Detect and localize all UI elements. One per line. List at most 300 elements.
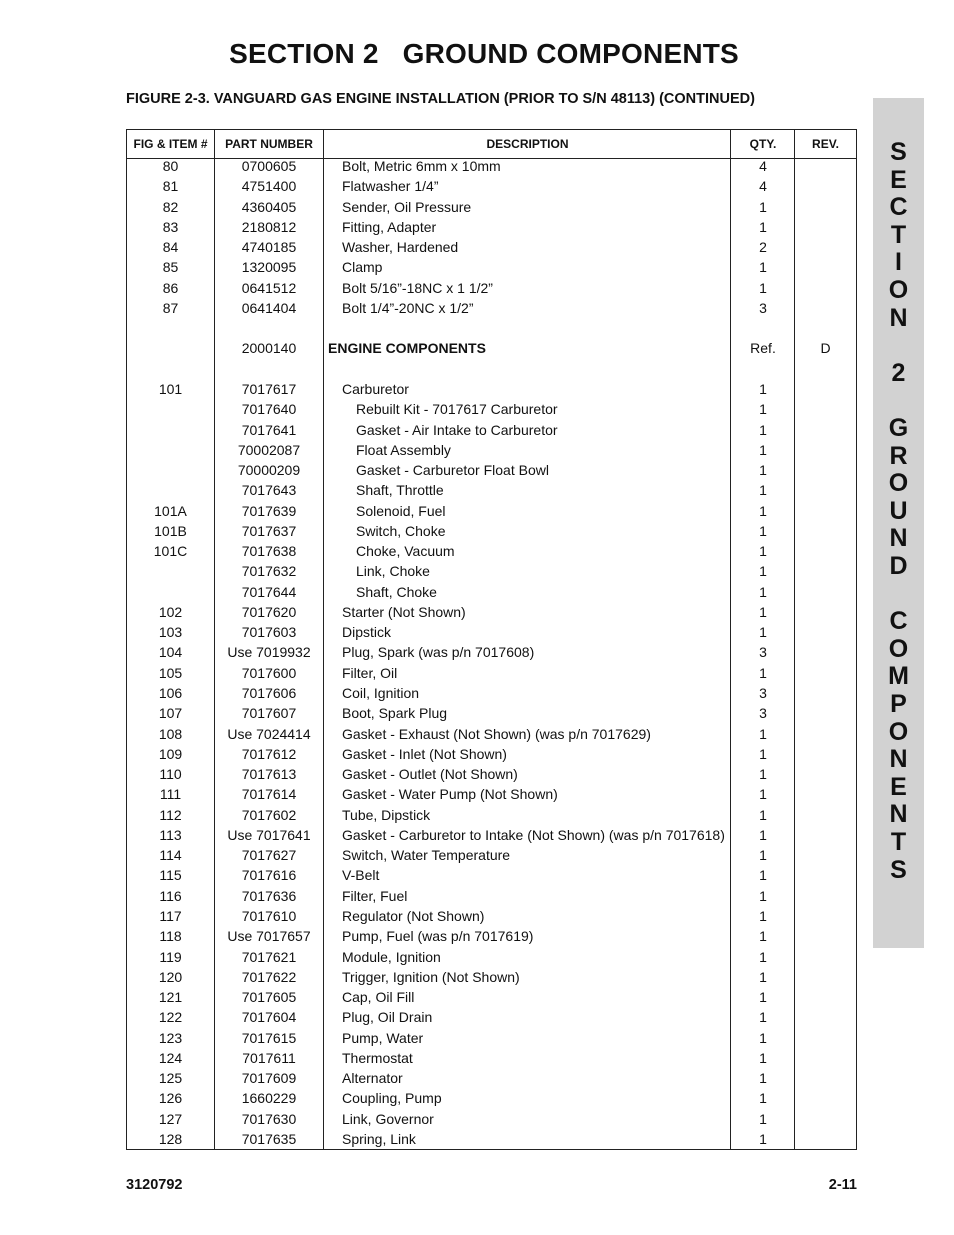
header-part-number: PART NUMBER [225, 137, 313, 151]
rev-cell [795, 602, 856, 622]
rev-cell [795, 561, 856, 581]
description-cell: Carburetor [342, 380, 409, 397]
table-row [127, 460, 856, 480]
table-row [127, 237, 856, 257]
fig-item-cell [127, 460, 214, 480]
rev-cell [795, 1028, 856, 1048]
side-tab-letter: N [889, 800, 908, 829]
part-number-cell: Use 7017657 [227, 928, 311, 945]
part-number-cell: Use 7024414 [227, 725, 311, 742]
qty-cell: 3 [759, 685, 767, 702]
qty-cell: 1 [759, 198, 767, 215]
table-row [127, 1028, 856, 1048]
part-number-cell: 7017635 [241, 1130, 297, 1147]
table-header [127, 130, 856, 159]
part-number-cell: 7017644 [241, 583, 297, 600]
fig-item-cell: 109 [158, 745, 183, 762]
header-rev: REV. [812, 137, 839, 151]
fig-item-cell [127, 561, 214, 581]
fig-item-cell: 107 [158, 705, 183, 722]
table-row [127, 1129, 856, 1149]
part-number-cell: 7017622 [241, 968, 297, 985]
qty-cell: 1 [759, 441, 767, 458]
description-cell: Dipstick [342, 624, 392, 641]
qty-cell: 1 [759, 887, 767, 904]
part-number-cell: 7017621 [241, 948, 297, 965]
side-tab-letter: E [890, 165, 907, 194]
table-row [127, 947, 856, 967]
table-row [127, 298, 856, 318]
description-cell: Coil, Ignition [342, 685, 420, 702]
qty-cell: 1 [759, 766, 767, 783]
rev-cell [795, 217, 856, 237]
section-side-tab [873, 98, 924, 948]
side-tab-letter: D [889, 552, 908, 580]
part-number-cell: 1320095 [241, 259, 297, 276]
description-cell: Tube, Dipstick [342, 806, 431, 823]
fig-item-cell: 84 [162, 239, 179, 256]
side-tab-letter: N [889, 303, 908, 332]
part-number-cell: Use 7019932 [227, 644, 311, 661]
rev-cell [795, 764, 856, 784]
part-number-cell: 7017610 [241, 907, 297, 924]
table-row [127, 825, 856, 845]
rev-cell [795, 724, 856, 744]
rev-cell [795, 805, 856, 825]
description-cell: Gasket - Water Pump (Not Shown) [342, 786, 558, 803]
qty-cell: 1 [759, 543, 767, 560]
description-cell: Float Assembly [356, 441, 451, 458]
part-number-cell: 7017617 [241, 380, 297, 397]
qty-cell: 1 [759, 522, 767, 539]
rev-cell [795, 460, 856, 480]
table-row [127, 886, 856, 906]
rev-cell [795, 906, 856, 926]
side-tab-letter: O [888, 469, 909, 498]
part-number-cell: 7017603 [241, 624, 297, 641]
table-row [127, 967, 856, 987]
side-tab-letter: S [890, 855, 907, 884]
table-row [127, 1048, 856, 1068]
side-tab-letter: U [889, 496, 908, 525]
table-row [127, 865, 856, 885]
description-cell: Plug, Spark (was p/n 7017608) [342, 644, 535, 661]
qty-cell: 1 [759, 664, 767, 681]
part-number-cell: 7017641 [241, 421, 297, 438]
table-row [127, 176, 856, 196]
part-number-cell: 7017613 [241, 766, 297, 783]
fig-item-cell: 108 [158, 725, 183, 742]
fig-item-cell [127, 399, 214, 419]
description-cell: Thermostat [342, 1049, 413, 1066]
qty-cell: 1 [759, 907, 767, 924]
part-number-cell: 7017630 [241, 1110, 297, 1127]
table-row [127, 338, 856, 358]
fig-item-cell: 110 [159, 766, 182, 783]
rev-cell [795, 1048, 856, 1068]
part-number-cell: 2000140 [241, 340, 297, 357]
qty-cell: 1 [759, 421, 767, 438]
part-number-cell: 0641404 [241, 299, 297, 316]
rev-cell [795, 541, 856, 561]
table-row [127, 1068, 856, 1088]
figure-title: FIGURE 2-3. VANGUARD GAS ENGINE INSTALLATION (PRIOR TO S/N 48113) (CONTINUED) [126, 91, 755, 107]
description-cell: Pump, Water [342, 1029, 424, 1046]
qty-cell: 1 [759, 928, 767, 945]
part-number-cell: 4360405 [241, 198, 297, 215]
qty-cell: 1 [759, 1009, 767, 1026]
table-row [127, 987, 856, 1007]
fig-item-cell: 83 [162, 218, 179, 235]
description-cell: Module, Ignition [342, 948, 441, 965]
header-fig-item: FIG & ITEM # [133, 137, 208, 151]
fig-item-cell: 82 [162, 198, 179, 215]
part-number-cell: 7017620 [241, 603, 297, 620]
table-row [127, 663, 856, 683]
side-tab-letter: T [890, 220, 907, 249]
description-cell: Trigger, Ignition (Not Shown) [342, 968, 520, 985]
qty-cell: 1 [759, 401, 767, 418]
fig-item-cell: 101 [158, 380, 183, 397]
fig-item-cell [127, 318, 214, 338]
rev-cell [795, 886, 856, 906]
fig-item-cell: 117 [159, 907, 182, 924]
rev-cell [795, 298, 856, 318]
part-number-cell: 7017627 [241, 847, 297, 864]
side-tab-letter: E [890, 772, 907, 801]
part-number-cell: 0700605 [241, 158, 297, 174]
table-row [127, 420, 856, 440]
header-description: DESCRIPTION [486, 137, 569, 151]
part-number-cell: 7017636 [241, 887, 297, 904]
side-tab-letter: C [889, 193, 908, 222]
part-number-cell: 7017614 [241, 786, 297, 803]
part-number-cell: 0641512 [241, 279, 297, 296]
description-cell: Shaft, Throttle [356, 482, 444, 499]
fig-item-cell: 119 [159, 948, 182, 965]
table-row [127, 642, 856, 662]
table-row [127, 906, 856, 926]
description-cell: Shaft, Choke [356, 583, 437, 600]
description-cell: Spring, Link [342, 1130, 416, 1147]
table-row [127, 197, 856, 217]
page-number: 2-11 [828, 1177, 857, 1193]
qty-cell: 1 [759, 806, 767, 823]
rev-cell [795, 359, 856, 379]
description-cell: Cap, Oil Fill [342, 989, 415, 1006]
description-cell: Gasket - Air Intake to Carburetor [356, 421, 558, 438]
qty-cell: 1 [759, 1110, 767, 1127]
table-row [127, 278, 856, 298]
fig-item-cell: 114 [159, 847, 182, 864]
rev-cell [795, 237, 856, 257]
fig-item-cell: 121 [158, 989, 183, 1006]
description-cell: Choke, Vacuum [356, 543, 455, 560]
part-number-cell: 7017615 [241, 1029, 297, 1046]
table-row [127, 582, 856, 602]
qty-cell: 1 [759, 1070, 767, 1087]
table-row [127, 399, 856, 419]
qty-cell: 1 [759, 1029, 767, 1046]
qty-cell: Ref. [750, 340, 776, 357]
rev-cell [795, 825, 856, 845]
side-tab-letter: C [889, 607, 908, 636]
fig-item-cell: 116 [159, 887, 182, 904]
table-row [127, 784, 856, 804]
qty-cell: 4 [759, 178, 767, 195]
part-number-cell: 7017605 [241, 989, 297, 1006]
part-number-cell: 4740185 [241, 239, 297, 256]
part-number-cell: 2180812 [241, 218, 297, 235]
rev-cell [795, 1129, 856, 1149]
description-cell: Filter, Fuel [342, 887, 408, 904]
table-row [127, 217, 856, 237]
fig-item-cell: 101A [154, 502, 187, 519]
qty-cell: 1 [759, 1090, 767, 1107]
table-row [127, 359, 856, 379]
fig-item-cell: 85 [162, 259, 179, 276]
part-number-cell: Use 7017641 [227, 826, 311, 843]
qty-cell: 1 [759, 725, 767, 742]
rev-cell [795, 257, 856, 277]
description-cell: Filter, Oil [342, 664, 398, 681]
description-cell: Alternator [342, 1070, 403, 1087]
qty-cell: 3 [759, 299, 767, 316]
rev-cell [795, 197, 856, 217]
table-row [127, 602, 856, 622]
fig-item-cell: 106 [158, 685, 183, 702]
rev-cell [795, 703, 856, 723]
fig-item-cell: 125 [158, 1070, 183, 1087]
description-cell: Solenoid, Fuel [356, 502, 446, 519]
rev-cell [795, 967, 856, 987]
description-cell: Coupling, Pump [342, 1090, 442, 1107]
description-cell: Link, Choke [356, 563, 430, 580]
qty-cell: 1 [759, 989, 767, 1006]
qty-cell: 1 [759, 218, 767, 235]
fig-item-cell: 128 [158, 1130, 183, 1147]
qty-cell: 3 [759, 644, 767, 661]
rev-cell [795, 642, 856, 662]
part-number-cell: 70000209 [237, 462, 301, 479]
description-cell: Bolt, Metric 6mm x 10mm [342, 158, 501, 174]
fig-item-cell: 115 [159, 867, 182, 884]
side-tab-letter: N [889, 524, 908, 553]
qty-cell: 1 [759, 259, 767, 276]
side-tab-letter: R [889, 441, 908, 470]
qty-cell: 1 [759, 462, 767, 479]
part-number-cell: 7017632 [241, 563, 297, 580]
table-row [127, 561, 856, 581]
qty-cell: 1 [759, 867, 767, 884]
rev-cell [795, 744, 856, 764]
fig-item-cell: 86 [162, 279, 179, 296]
fig-item-cell: 104 [158, 644, 183, 661]
side-tab-letter: O [888, 276, 909, 304]
description-cell: Fitting, Adapter [342, 218, 437, 235]
description-cell: Gasket - Outlet (Not Shown) [342, 766, 518, 783]
qty-cell: 1 [759, 786, 767, 803]
side-tab-letter: P [890, 690, 907, 718]
rev-cell [795, 278, 856, 298]
rev-cell [795, 399, 856, 419]
rev-cell [795, 440, 856, 460]
fig-item-cell: 123 [158, 1029, 183, 1046]
table-row [127, 724, 856, 744]
description-cell: Link, Governor [342, 1110, 434, 1127]
fig-item-cell [127, 359, 214, 379]
fig-item-cell: 111 [159, 786, 182, 803]
side-tab-letter: S [890, 138, 907, 166]
part-number-cell: 7017600 [241, 664, 297, 681]
side-tab-letter: M [888, 662, 909, 691]
table-row [127, 521, 856, 541]
qty-cell: 1 [759, 563, 767, 580]
document-number: 3120792 [126, 1177, 183, 1193]
fig-item-cell: 122 [158, 1009, 183, 1026]
part-number-cell: 4751400 [241, 178, 297, 195]
fig-item-cell [127, 338, 214, 358]
description-cell: Clamp [342, 259, 383, 276]
rev-cell [795, 1088, 856, 1108]
qty-cell: 1 [759, 279, 767, 296]
part-number-cell: 7017606 [241, 685, 297, 702]
fig-item-cell: 87 [162, 299, 179, 316]
rev-cell [795, 865, 856, 885]
qty-cell: 1 [759, 603, 767, 620]
qty-cell: 4 [759, 158, 767, 174]
description-cell: Bolt 1/4”-20NC x 1/2” [342, 299, 474, 316]
part-number-cell: 1660229 [241, 1090, 297, 1107]
part-number-cell [215, 318, 323, 338]
fig-item-cell: 126 [158, 1090, 183, 1107]
table-row [127, 805, 856, 825]
side-tab-letter: 2 [891, 358, 906, 387]
qty-cell: 2 [759, 239, 767, 256]
table-row [127, 703, 856, 723]
part-number-cell: 70002087 [237, 441, 301, 458]
description-cell [324, 359, 731, 379]
rev-cell [795, 926, 856, 946]
fig-item-cell: 124 [158, 1049, 183, 1066]
qty-cell: 1 [759, 745, 767, 762]
table-row [127, 926, 856, 946]
side-tab-letter: N [889, 745, 908, 774]
description-cell: Boot, Spark Plug [342, 705, 448, 722]
side-tab-letter: O [888, 634, 909, 663]
side-tab-letter: O [888, 717, 909, 746]
part-number-cell: 7017616 [241, 867, 297, 884]
qty-cell: 1 [759, 1049, 767, 1066]
fig-item-cell: 120 [158, 968, 183, 985]
side-tab-letter: I [895, 248, 902, 277]
part-number-cell: 7017640 [241, 401, 297, 418]
rev-cell [795, 420, 856, 440]
rev-cell [795, 176, 856, 196]
table-row [127, 845, 856, 865]
description-cell: Bolt 5/16”-18NC x 1 1/2” [342, 279, 493, 296]
description-cell: Regulator (Not Shown) [342, 907, 485, 924]
rev-cell [795, 1007, 856, 1027]
table-row [127, 744, 856, 764]
side-tab-letter: G [888, 414, 909, 442]
fig-item-cell [127, 582, 214, 602]
qty-cell [731, 318, 795, 338]
table-row [127, 480, 856, 500]
description-cell: Rebuilt Kit - 7017617 Carburetor [356, 401, 558, 418]
part-number-cell: 7017643 [241, 482, 297, 499]
fig-item-cell: 81 [162, 178, 179, 195]
rev-cell [795, 784, 856, 804]
description-cell: Gasket - Carburetor Float Bowl [356, 462, 549, 479]
description-cell: Switch, Water Temperature [342, 847, 511, 864]
fig-item-cell [127, 440, 214, 460]
qty-cell: 1 [759, 502, 767, 519]
table-row [127, 1088, 856, 1108]
rev-cell [795, 845, 856, 865]
rev-cell [795, 582, 856, 602]
description-cell: V-Belt [342, 867, 380, 884]
rev-cell [795, 683, 856, 703]
part-number-cell: 7017607 [241, 705, 297, 722]
table-row [127, 622, 856, 642]
part-number-cell: 7017612 [241, 745, 297, 762]
part-number-cell: 7017609 [241, 1070, 297, 1087]
rev-cell [795, 987, 856, 1007]
rev-cell [795, 379, 856, 399]
rev-cell [795, 501, 856, 521]
qty-cell [731, 359, 795, 379]
table-row [127, 1007, 856, 1027]
qty-cell: 1 [759, 948, 767, 965]
qty-cell: 1 [759, 847, 767, 864]
fig-item-cell: 101B [154, 522, 187, 539]
fig-item-cell: 105 [158, 664, 183, 681]
fig-item-cell [127, 420, 214, 440]
table-row [127, 501, 856, 521]
fig-item-cell: 118 [159, 928, 182, 945]
table-row [127, 318, 856, 338]
fig-item-cell: 113 [159, 826, 182, 843]
rev-cell [795, 663, 856, 683]
description-cell: Flatwasher 1/4” [342, 178, 439, 195]
rev-cell [795, 1068, 856, 1088]
rev-cell [795, 521, 856, 541]
description-cell: ENGINE COMPONENTS [328, 340, 486, 357]
qty-cell: 1 [759, 826, 767, 843]
qty-cell: 1 [759, 968, 767, 985]
qty-cell: 1 [759, 380, 767, 397]
description-cell: Switch, Choke [356, 522, 446, 539]
table-row [127, 156, 856, 176]
part-number-cell: 7017639 [241, 502, 297, 519]
fig-item-cell: 103 [158, 624, 183, 641]
fig-item-cell [127, 480, 214, 500]
rev-cell: D [820, 340, 831, 357]
description-cell: Starter (Not Shown) [342, 603, 466, 620]
fig-item-cell: 101C [153, 543, 188, 560]
fig-item-cell: 80 [162, 158, 179, 174]
description-cell: Plug, Oil Drain [342, 1009, 433, 1026]
part-number-cell: 7017604 [241, 1009, 297, 1026]
description-cell [324, 318, 731, 338]
table-row [127, 683, 856, 703]
table-row [127, 379, 856, 399]
rev-cell [795, 318, 856, 338]
rev-cell [795, 156, 856, 176]
table-row [127, 764, 856, 784]
description-cell: Pump, Fuel (was p/n 7017619) [342, 928, 534, 945]
